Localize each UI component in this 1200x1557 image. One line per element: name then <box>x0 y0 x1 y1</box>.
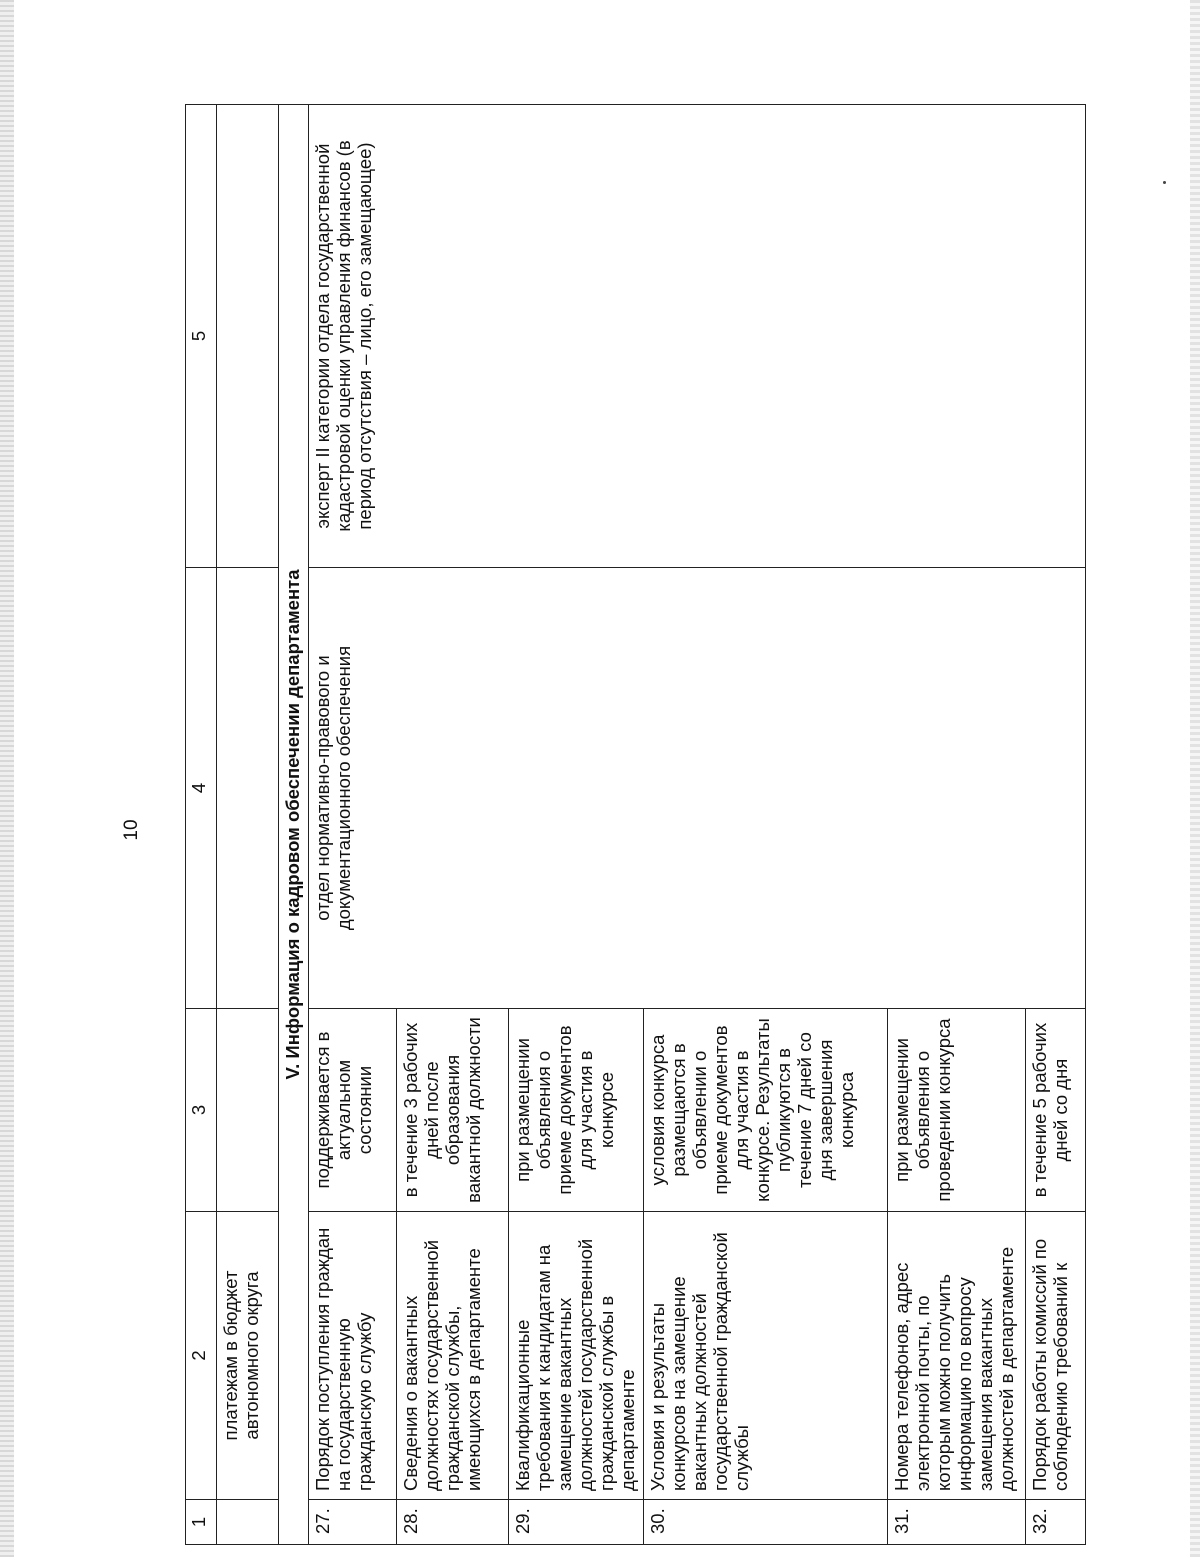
responsible-person: эксперт II категории отдела государственной кадастровой оценки управления финансов (в период отсутствия – лицо, его замещающее) <box>309 105 1086 568</box>
row-info: Квалификационные требования к кандидатам на замещение вакантных должностей государственной гражданской службы в департаменте <box>509 1212 644 1500</box>
header-col-1: 1 <box>186 1500 217 1545</box>
continuation-row <box>217 105 279 1545</box>
responsible-department: отдел нормативно-правового и документационного обеспечения <box>309 568 1086 1009</box>
cont-cell-5 <box>217 105 279 568</box>
section-title: V. Информация о кадровом обеспечении департамента <box>279 105 309 1545</box>
row-number: 27. <box>309 1500 397 1545</box>
row-period: поддерживается в актуальном состоянии <box>309 1009 397 1212</box>
header-row <box>186 105 217 1545</box>
row-info: Порядок поступления граждан на государственную гражданскую службу <box>309 1212 397 1500</box>
header-col-3: 3 <box>186 1009 217 1212</box>
section-row <box>279 105 309 1545</box>
cont-cell-4 <box>217 568 279 1009</box>
table-row <box>309 105 397 1545</box>
row-info: Условия и результаты конкурсов на замещение вакантных должностей государственной гражданской службы <box>644 1212 888 1500</box>
row-number: 29. <box>509 1500 644 1545</box>
scan-speck <box>1163 181 1166 184</box>
cont-cell-2: платежам в бюджет автономного округа <box>217 1212 279 1500</box>
rotated-table-container <box>185 105 1111 1545</box>
row-number: 32. <box>1026 1500 1086 1545</box>
row-info: Номера телефонов, адрес электронной почты, по которым можно получить информацию по вопросу замещения вакантных должностей в департаменте <box>888 1212 1026 1500</box>
header-col-5: 5 <box>186 105 217 568</box>
row-info: Порядок работы комиссий по соблюдению требований к <box>1026 1212 1086 1500</box>
row-number: 28. <box>397 1500 509 1545</box>
scan-edge-right <box>1190 0 1200 1557</box>
row-period: в течение 3 рабочих дней после образования вакантной должности <box>397 1009 509 1212</box>
header-col-2: 2 <box>186 1212 217 1500</box>
row-info: Сведения о вакантных должностях государственной гражданской службы, имеющихся в департаменте <box>397 1212 509 1500</box>
cont-cell-1 <box>217 1500 279 1545</box>
info-table <box>185 104 1086 1545</box>
row-period: в течение 5 рабочих дней со дня <box>1026 1009 1086 1212</box>
cont-cell-3 <box>217 1009 279 1212</box>
row-period: при размещении объявления о проведении конкурса <box>888 1009 1026 1212</box>
scan-edge-left <box>0 0 14 1557</box>
row-number: 31. <box>888 1500 1026 1545</box>
page-number: 10 <box>121 819 142 841</box>
row-period: условия конкурса размещаются в объявлении о приеме документов для участия в конкурсе. Результаты публикуются в течение 7 дней со дня завершения конкурса <box>644 1009 888 1212</box>
row-period: при размещении объявления о приеме документов для участия в конкурсе <box>509 1009 644 1212</box>
header-col-4: 4 <box>186 568 217 1009</box>
row-number: 30. <box>644 1500 888 1545</box>
